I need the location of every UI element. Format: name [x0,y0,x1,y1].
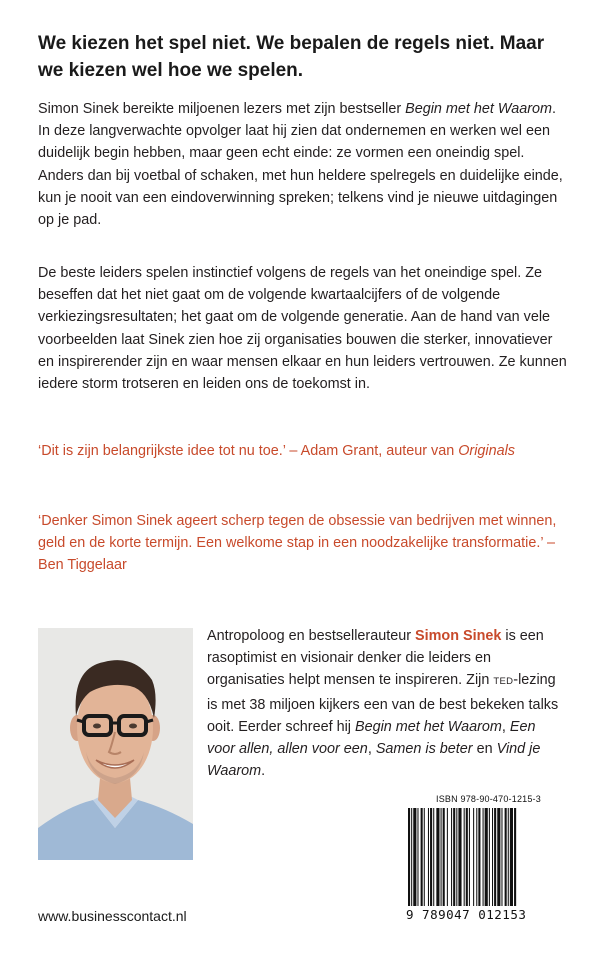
ted-label: TED [493,676,514,688]
bio-book-3: Samen is beter [375,741,473,758]
bio-book-4: Vind je Waarom [207,741,541,780]
isbn-label: ISBN 978-90-470-1215-3 [436,794,541,804]
author-bio [207,625,567,782]
quote-ben-tiggelaar: ‘Denker Simon Sinek ageert scherp tegen de obsessie van bedrijven met winnen, geld en de korte termijn. Een welkome stap in een noodzakelijke transformatie.’ – Ben Tiggelaar [38,513,557,574]
bio-text-1: is een rasoptimist en visionair denker die leiders en organisaties helpt mensen te inspireren. Zijn [207,628,544,689]
bio-sep-1: , [501,718,510,735]
author-photo [38,628,193,860]
bio-lead: Antropoloog en bestsellerauteur [207,628,416,644]
leaders-paragraph: De beste leiders spelen instinctief volgens de regels van het oneindige spel. Ze beseffen dat het niet gaat om de volgende kwartaalcijfers of de volgende verkiezingsresultaten; het gaat om de volgende generatie. Aan de hand van vele voorbeelden laat Sinek zien hoe zij organisaties bouwen die sterker, innovatiever en inspirerender zijn en waar mensen elkaar en hun leiders vertrouwen. Ze kunnen iedere storm trotseren en leiden ons de toekomst in. [38,265,567,393]
bio-book-1: Begin met het Waarom [354,718,502,735]
quote1-text: ‘Dit is zijn belangrijkste idee tot nu toe.’ – Adam Grant, auteur van [38,443,459,459]
bio-end: . [261,763,266,780]
headline: We kiezen het spel niet. We bepalen de regels niet. Maar we kiezen wel hoe we spelen. [38,33,545,81]
barcode-icon [406,808,562,908]
quote1-book: Originals [458,443,516,459]
website-url: www.businesscontact.nl [38,908,187,924]
intro-paragraph [38,98,568,231]
author-name: Simon Sinek [415,628,502,644]
quote-adam-grant [38,440,568,462]
bio-sep-3: en [472,741,497,758]
intro-book-title: Begin met het Waarom [405,101,553,117]
bio-sep-2: , [367,741,376,758]
intro-text-1: Simon Sinek bereikte miljoenen lezers met zijn bestseller [38,101,406,117]
bio-book-2: Een voor allen, allen voor een [207,718,536,758]
author-portrait-image [38,628,193,860]
barcode-number: 9 789047 012153 [406,907,527,922]
intro-text-2: . In deze langverwachte opvolger laat hij zien dat ondernemen en werken wel een duidelijk begin hebben, maar geen echt einde: ze vormen een oneindig spel. Anders dan bij voetbal of schaken, met hun heldere spelregels en duidelijke einde, kun je nooit van een eindoverwinning spreken; telkens vind je nieuwe uitdagingen op je pad. [38,101,563,229]
isbn-barcode [406,794,562,930]
bio-text-2: -lezing is met 38 miljoen kijkers een van de best bekeken talks ooit. Eerder schreef hij [207,672,559,735]
